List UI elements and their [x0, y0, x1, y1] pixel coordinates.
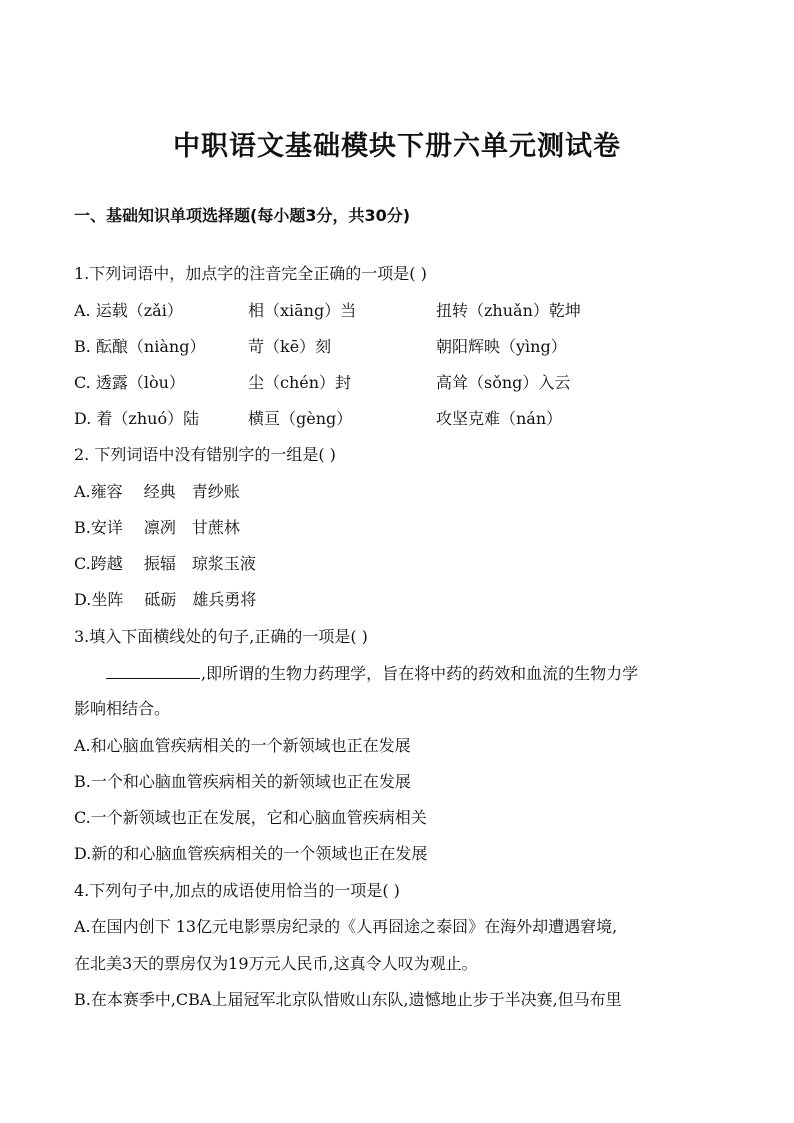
question-1-stem: 1.下列词语中，加点字的注音完全正确的一项是( )	[74, 264, 427, 283]
q1-option-d-3: 攻坚克难（nán）	[436, 409, 563, 428]
q2-option-d: D.坐阵 砥砺 雄兵勇将	[74, 590, 257, 609]
fill-in-blank	[106, 662, 200, 679]
q3-body-line-1	[106, 662, 638, 685]
q3-option-d: D.新的和心脑血管疾病相关的一个领域也正在发展	[74, 844, 428, 863]
question-4-stem: 4.下列句子中,加点的成语使用恰当的一项是( )	[74, 881, 400, 900]
question-3-stem: 3.填入下面横线处的句子,正确的一项是( )	[74, 627, 368, 646]
q1-option-c-3: 高耸（sǒng）入云	[436, 373, 571, 392]
page-title: 中职语文基础模块下册六单元测试卷	[173, 131, 621, 162]
q4-option-a-line-2: 在北美3天的票房仅为19万元人民币,这真令人叹为观止。	[74, 954, 478, 973]
q1-option-a-1: A. 运载（zǎi）	[74, 301, 183, 320]
q3-option-b: B.一个和心脑血管疾病相关的新领域也正在发展	[74, 772, 411, 791]
q1-option-c-1: C. 透露（lòu）	[74, 373, 185, 392]
q1-option-d-1: D. 着（zhuó）陆	[74, 409, 200, 428]
question-2-stem: 2. 下列词语中没有错别字的一组是( )	[74, 445, 336, 464]
q1-option-b-3: 朝阳辉映（yìng）	[436, 337, 567, 356]
section-heading: 一、基础知识单项选择题(每小题3分，共30分)	[74, 206, 411, 225]
q3-option-c: C.一个新领域也正在发展，它和心脑血管疾病相关	[74, 808, 427, 827]
q4-option-b-line-1: B.在本赛季中,CBA上届冠军北京队惜败山东队,遗憾地止步于半决赛,但马布里	[74, 990, 622, 1009]
q3-body-text: ,即所谓的生物力药理学，旨在将中药的药效和血流的生物力学	[201, 664, 639, 683]
q2-option-c: C.跨越 振辐 琼浆玉液	[74, 554, 256, 573]
q4-option-a-line-1: A.在国内创下 13亿元电影票房纪录的《人再囧途之泰囧》在海外却遭遇窘境,	[74, 917, 618, 936]
q1-option-d-2: 横亘（gèng）	[248, 409, 353, 428]
q1-option-a-3: 扭转（zhuǎn）乾坤	[436, 301, 581, 320]
q1-option-b-1: B. 酝酿（niàng）	[74, 337, 206, 356]
q1-option-a-2: 相（xiāng）当	[248, 301, 357, 320]
q3-option-a: A.和心脑血管疾病相关的一个新领域也正在发展	[74, 736, 411, 755]
q2-option-a: A.雍容 经典 青纱账	[74, 482, 240, 501]
q3-body-line-2: 影响相结合。	[74, 699, 171, 718]
q2-option-b: B.安详 凛冽 甘蔗林	[74, 518, 240, 537]
q1-option-c-2: 尘（chén）封	[248, 373, 352, 392]
q1-option-b-2: 苛（kē）刻	[248, 337, 332, 356]
